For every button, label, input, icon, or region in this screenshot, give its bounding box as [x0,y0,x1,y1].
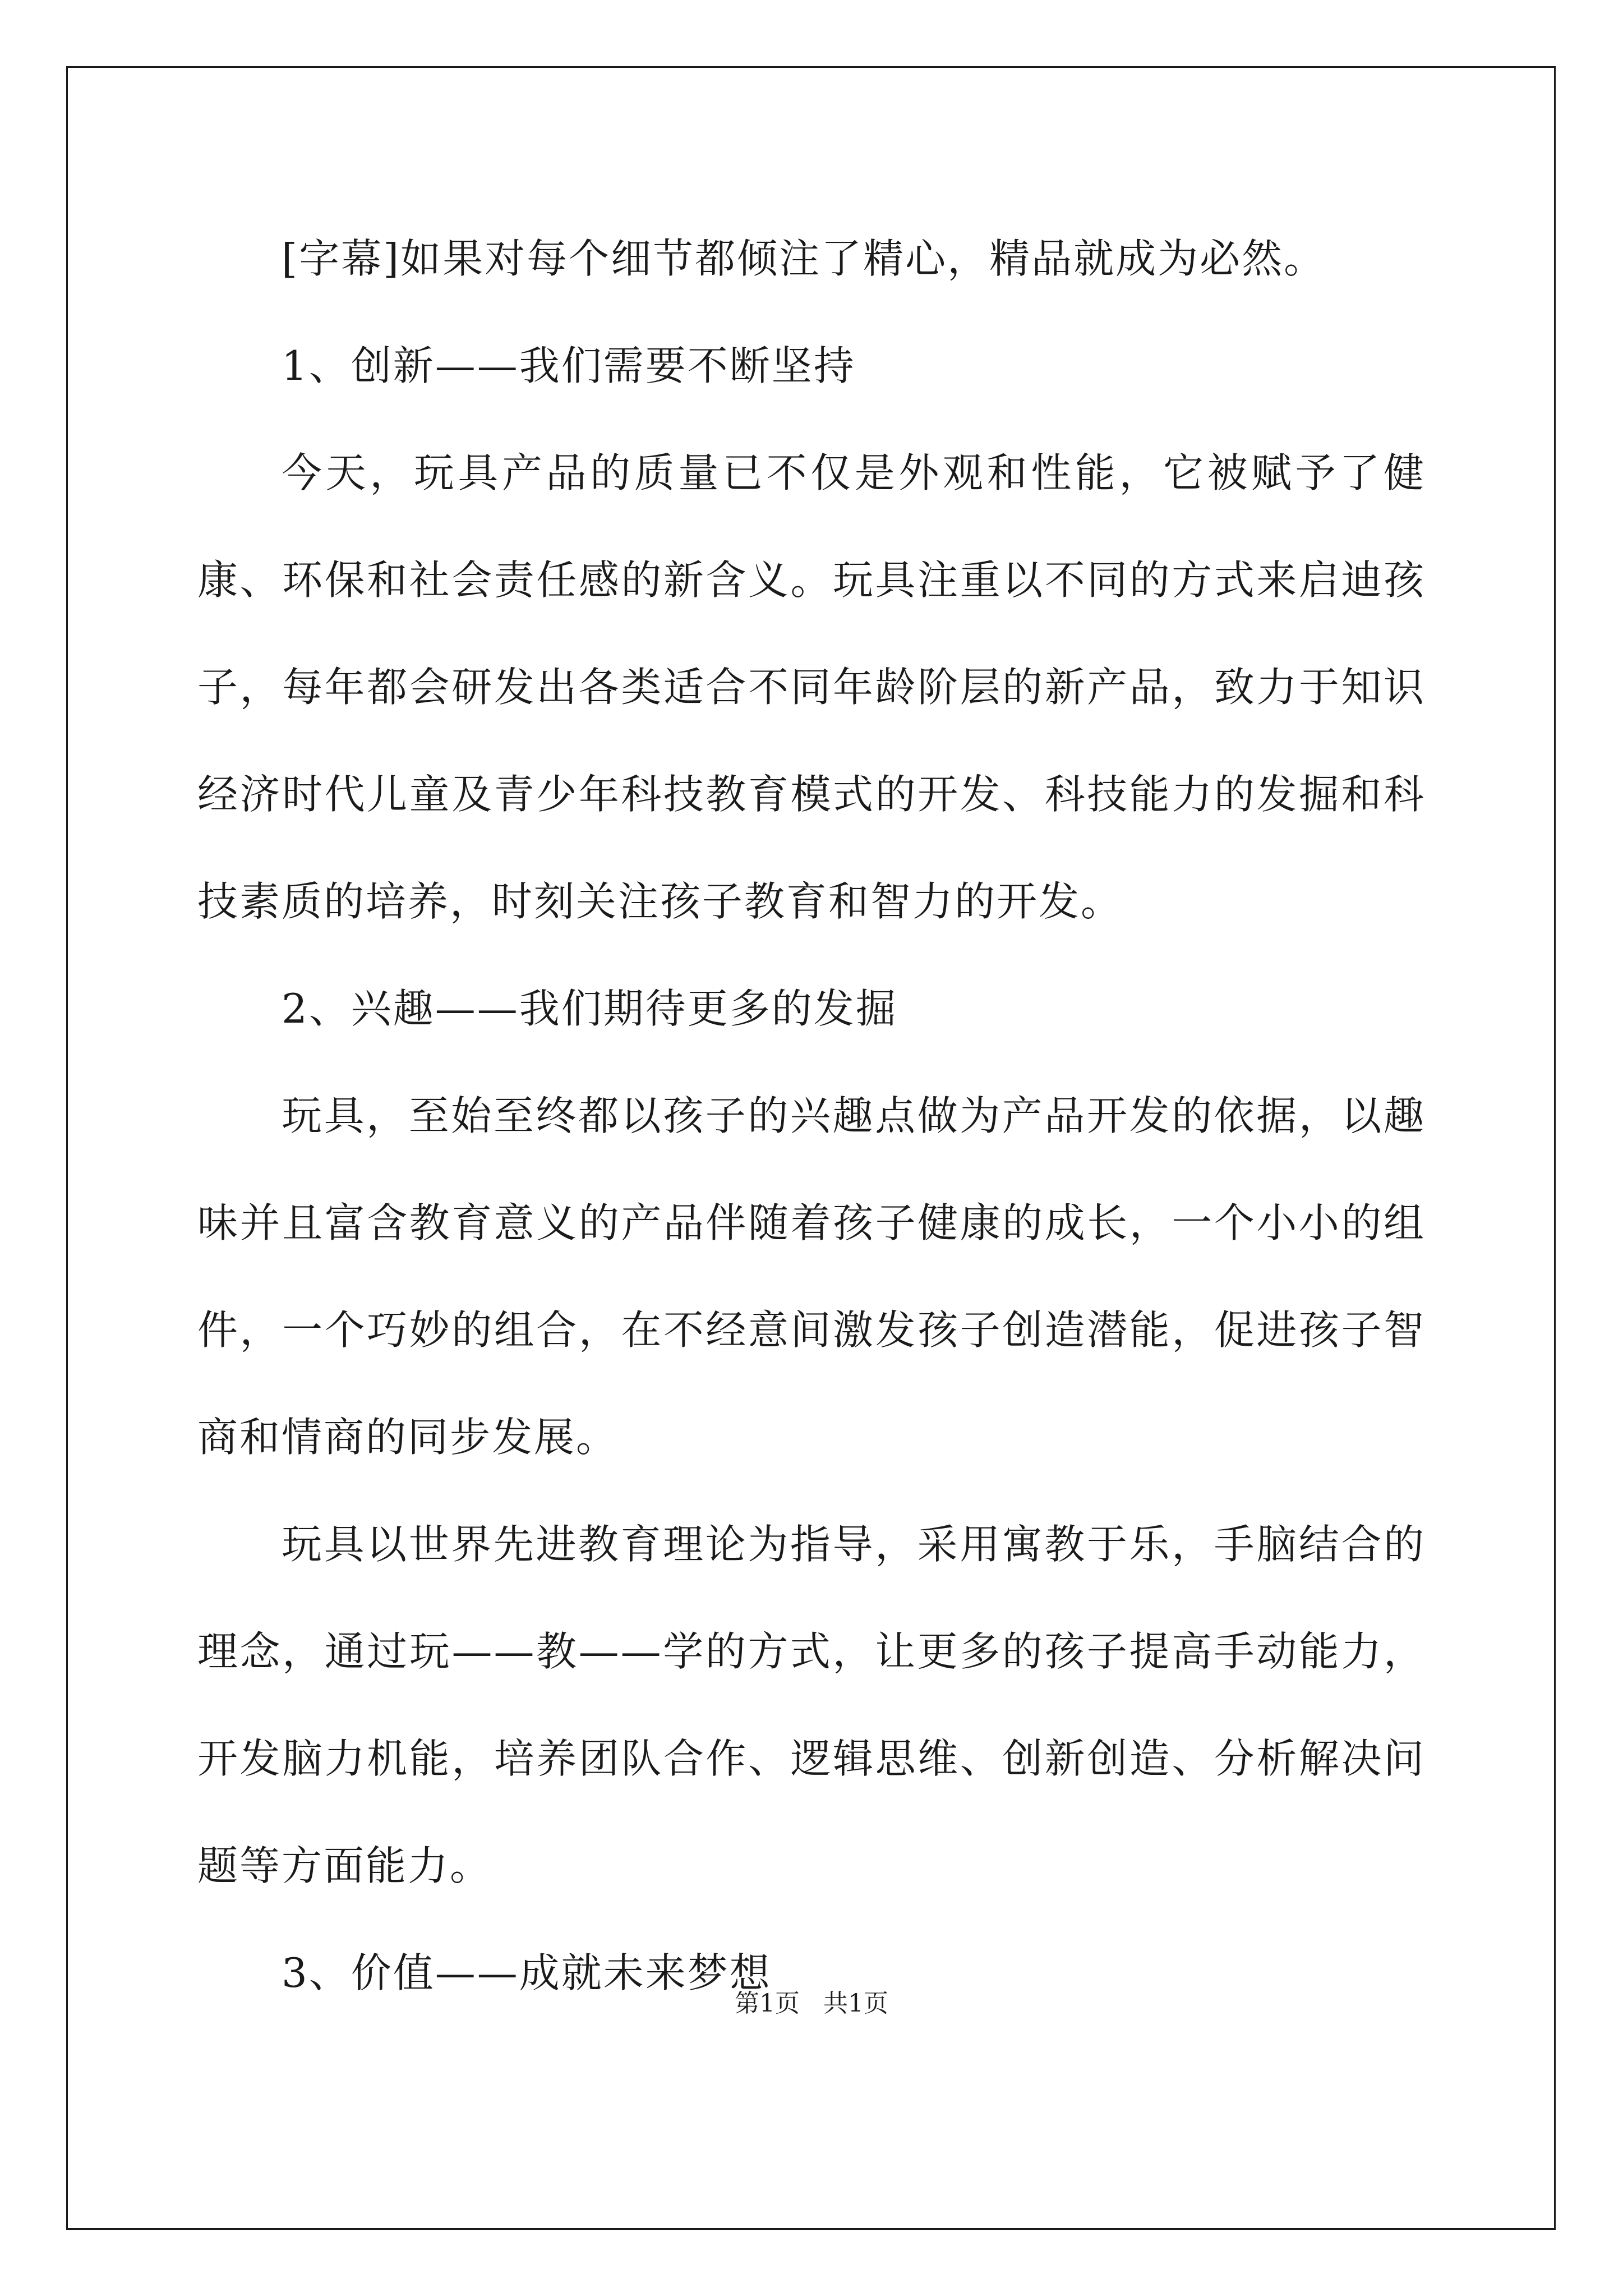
document-body [197,205,1426,2027]
paragraph-caption: [字幕]如果对每个细节都倾注了精心，精品就成为必然。 [282,235,1326,282]
paragraph-quality: 今天，玩具产品的质量已不仅是外观和性能，它被赋予了健康、环保和社会责任感的新含义。玩具注重以不同的方式来启迪孩子，每年都会研发出各类适合不同年龄阶层的新产品，致力于知识经济时代儿童及青少年科技教育模式的开发、科技能力的发掘和科技素质的培养，时刻关注孩子教育和智力的开发。 [197,449,1426,925]
page-number: 第1页 [735,1989,800,2018]
page-footer [0,1983,1623,2019]
heading-value: 3、价值——成就未来梦想 [282,1949,772,1996]
heading-innovation: 1、创新——我们需要不断坚持 [282,342,856,389]
heading-interest: 2、兴趣——我们期待更多的发掘 [282,985,898,1032]
page-total: 共1页 [823,1989,888,2018]
paragraph-interest: 玩具，至始至终都以孩子的兴趣点做为产品开发的依据，以趣味并且富含教育意义的产品伴随着孩子健康的成长，一个小小的组件，一个巧妙的组合，在不经意间激发孩子创造潜能，促进孩子智商和情商的同步发展。 [197,1092,1426,1461]
paragraph-education: 玩具以世界先进教育理论为指导，采用寓教于乐，手脑结合的理念，通过玩——教——学的方式，让更多的孩子提高手动能力，开发脑力机能，培养团队合作、逻辑思维、创新创造、分析解决问题等方面能力。 [197,1521,1426,1889]
